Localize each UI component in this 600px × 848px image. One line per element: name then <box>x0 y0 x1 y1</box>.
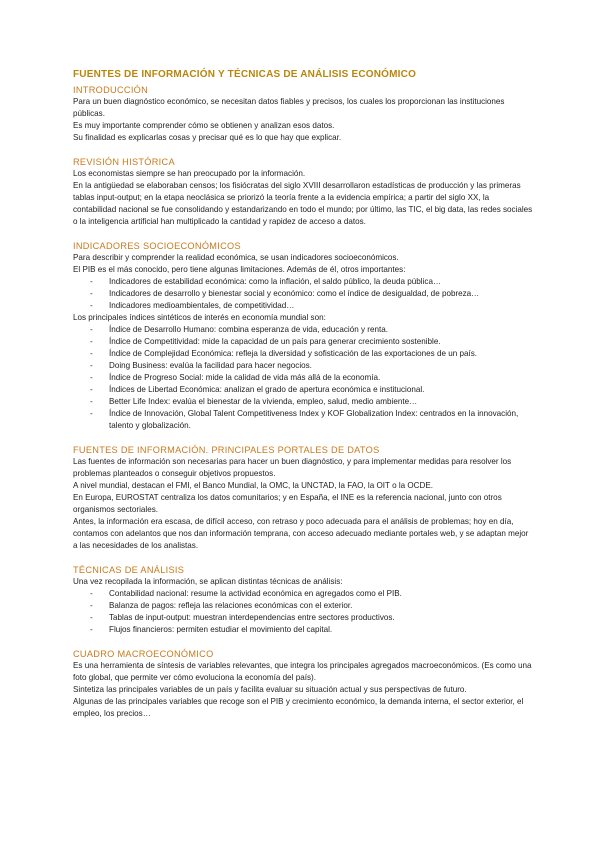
list-item: - Índice de Competitividad: mide la capacidad de un país para generar crecimiento sostenible. <box>73 336 533 348</box>
list-item: - Doing Business: evalúa la facilidad para hacer negocios. <box>73 360 533 372</box>
list-item: - Contabilidad nacional: resume la actividad económica en agregados como el PIB. <box>73 588 533 600</box>
list-item: - Tablas de input-output: muestran interdependencias entre sectores productivos. <box>73 612 533 624</box>
list-item: - Índice de Complejidad Económica: refleja la diversidad y sofisticación de las exportaciones de un país. <box>73 348 533 360</box>
section-revision-historica <box>73 156 533 228</box>
paragraph: El PIB es el más conocido, pero tiene algunas limitaciones. Además de él, otros importantes: <box>73 265 406 274</box>
list-item: - Flujos financieros: permiten estudiar el movimiento del capital. <box>73 624 533 636</box>
document-title: FUENTES DE INFORMACIÓN Y TÉCNICAS DE ANÁLISIS ECONÓMICO <box>73 69 417 80</box>
paragraph: Antes, la información era escasa, de difícil acceso, con retraso y poco adecuada para el análisis de problemas; hoy en día, contamos con adelantos que nos dan información temprana, con acceso adecuado mediante portales web, y se adaptan mejor a las necesidades de los analistas. <box>73 517 529 550</box>
paragraph: Los principales índices sintéticos de interés en economía mundial son: <box>73 313 326 322</box>
section-heading: TÉCNICAS DE ANÁLISIS <box>73 565 185 575</box>
paragraph: En Europa, EUROSTAT centraliza los datos comunitarios; y en España, el INE es la referencia nacional, junto con otros organismos sectoriales. <box>73 493 502 514</box>
list-item: - Balanza de pagos: refleja las relaciones económicas con el exterior. <box>73 600 533 612</box>
paragraph: A nivel mundial, destacan el FMI, el Banco Mundial, la OMC, la UNCTAD, la FAO, la OIT o la OCDE. <box>73 481 434 490</box>
list-item: - Indicadores de desarrollo y bienestar social y económico: como el índice de desigualdad, de pobreza… <box>73 288 533 300</box>
paragraph: Para un buen diagnóstico económico, se necesitan datos fiables y precisos, los cuales los proporcionan las instituciones públicas. <box>73 97 505 118</box>
section-heading: INDICADORES SOCIOECONÓMICOS <box>73 241 241 251</box>
paragraph: Su finalidad es explicarlas cosas y precisar qué es lo que hay que explicar. <box>73 133 342 142</box>
section-indicadores <box>73 240 533 432</box>
list-item: - Indicadores de estabilidad económica: como la inflación, el saldo público, la deuda pública… <box>73 276 533 288</box>
section-cuadro <box>73 648 533 720</box>
technique-list <box>73 588 533 636</box>
list-item: - Índice de Innovación, Global Talent Competitiveness Index y KOF Globalization Index: centrados en la innovación, talento y globalización. <box>73 408 533 432</box>
section-heading: CUADRO MACROECONÓMICO <box>73 649 214 659</box>
section-heading: INTRODUCCIÓN <box>73 85 149 95</box>
section-fuentes <box>73 444 533 552</box>
paragraph: Una vez recopilada la información, se aplican distintas técnicas de análisis: <box>73 577 343 586</box>
paragraph: Los economistas siempre se han preocupado por la información. <box>73 169 306 178</box>
list-item: - Índice de Desarrollo Humano: combina esperanza de vida, educación y renta. <box>73 324 533 336</box>
paragraph: Es muy importante comprender cómo se obtienen y analizan esos datos. <box>73 121 335 130</box>
paragraph: En la antigüedad se elaboraban censos; los fisiócratas del siglo XVIII desarrollaron estadísticas de producción y las primeras tablas input-output; en la etapa neoclásica se priorizó la teoría frente a la evidencia empírica; a partir del siglo XX, la contabilidad nacional se fue consolidando y estandarizando en todo el mundo; por último, las TIC, el big data, las redes sociales o la inteligencia artificial han multiplicado la cantidad y rapidez de acceso a datos. <box>73 181 533 226</box>
paragraph: Algunas de las principales variables que recoge son el PIB y crecimiento económico, la demanda interna, el sector exterior, el empleo, los precios… <box>73 697 524 718</box>
document-page <box>73 68 533 732</box>
section-heading: REVISIÓN HISTÓRICA <box>73 157 175 167</box>
list-item: - Indicadores medioambientales, de competitividad… <box>73 300 533 312</box>
list-item: - Índices de Libertad Económica: analizan el grado de apertura económica e institucional. <box>73 384 533 396</box>
section-tecnicas <box>73 564 533 636</box>
indicator-list <box>73 276 533 312</box>
list-item: - Índice de Progreso Social: mide la calidad de vida más allá de la economía. <box>73 372 533 384</box>
paragraph: Las fuentes de información son necesarias para hacer un buen diagnóstico, y para implementar medidas para resolver los problemas planteados o conseguir objetivos propuestos. <box>73 457 512 478</box>
paragraph: Sintetiza las principales variables de un país y facilita evaluar su situación actual y sus perspectivas de futuro. <box>73 685 467 694</box>
paragraph: Es una herramienta de síntesis de variables relevantes, que integra los principales agregados macroeconómicos. (Es como una foto global, que permite ver cómo evoluciona la economía del país). <box>73 661 532 682</box>
section-introduccion <box>73 84 533 144</box>
list-item: - Better Life Index: evalúa el bienestar de la vivienda, empleo, salud, medio ambiente… <box>73 396 533 408</box>
section-heading: FUENTES DE INFORMACIÓN. PRINCIPALES PORTALES DE DATOS <box>73 445 380 455</box>
paragraph: Para describir y comprender la realidad económica, se usan indicadores socioeconómicos. <box>73 253 399 262</box>
index-list <box>73 324 533 432</box>
